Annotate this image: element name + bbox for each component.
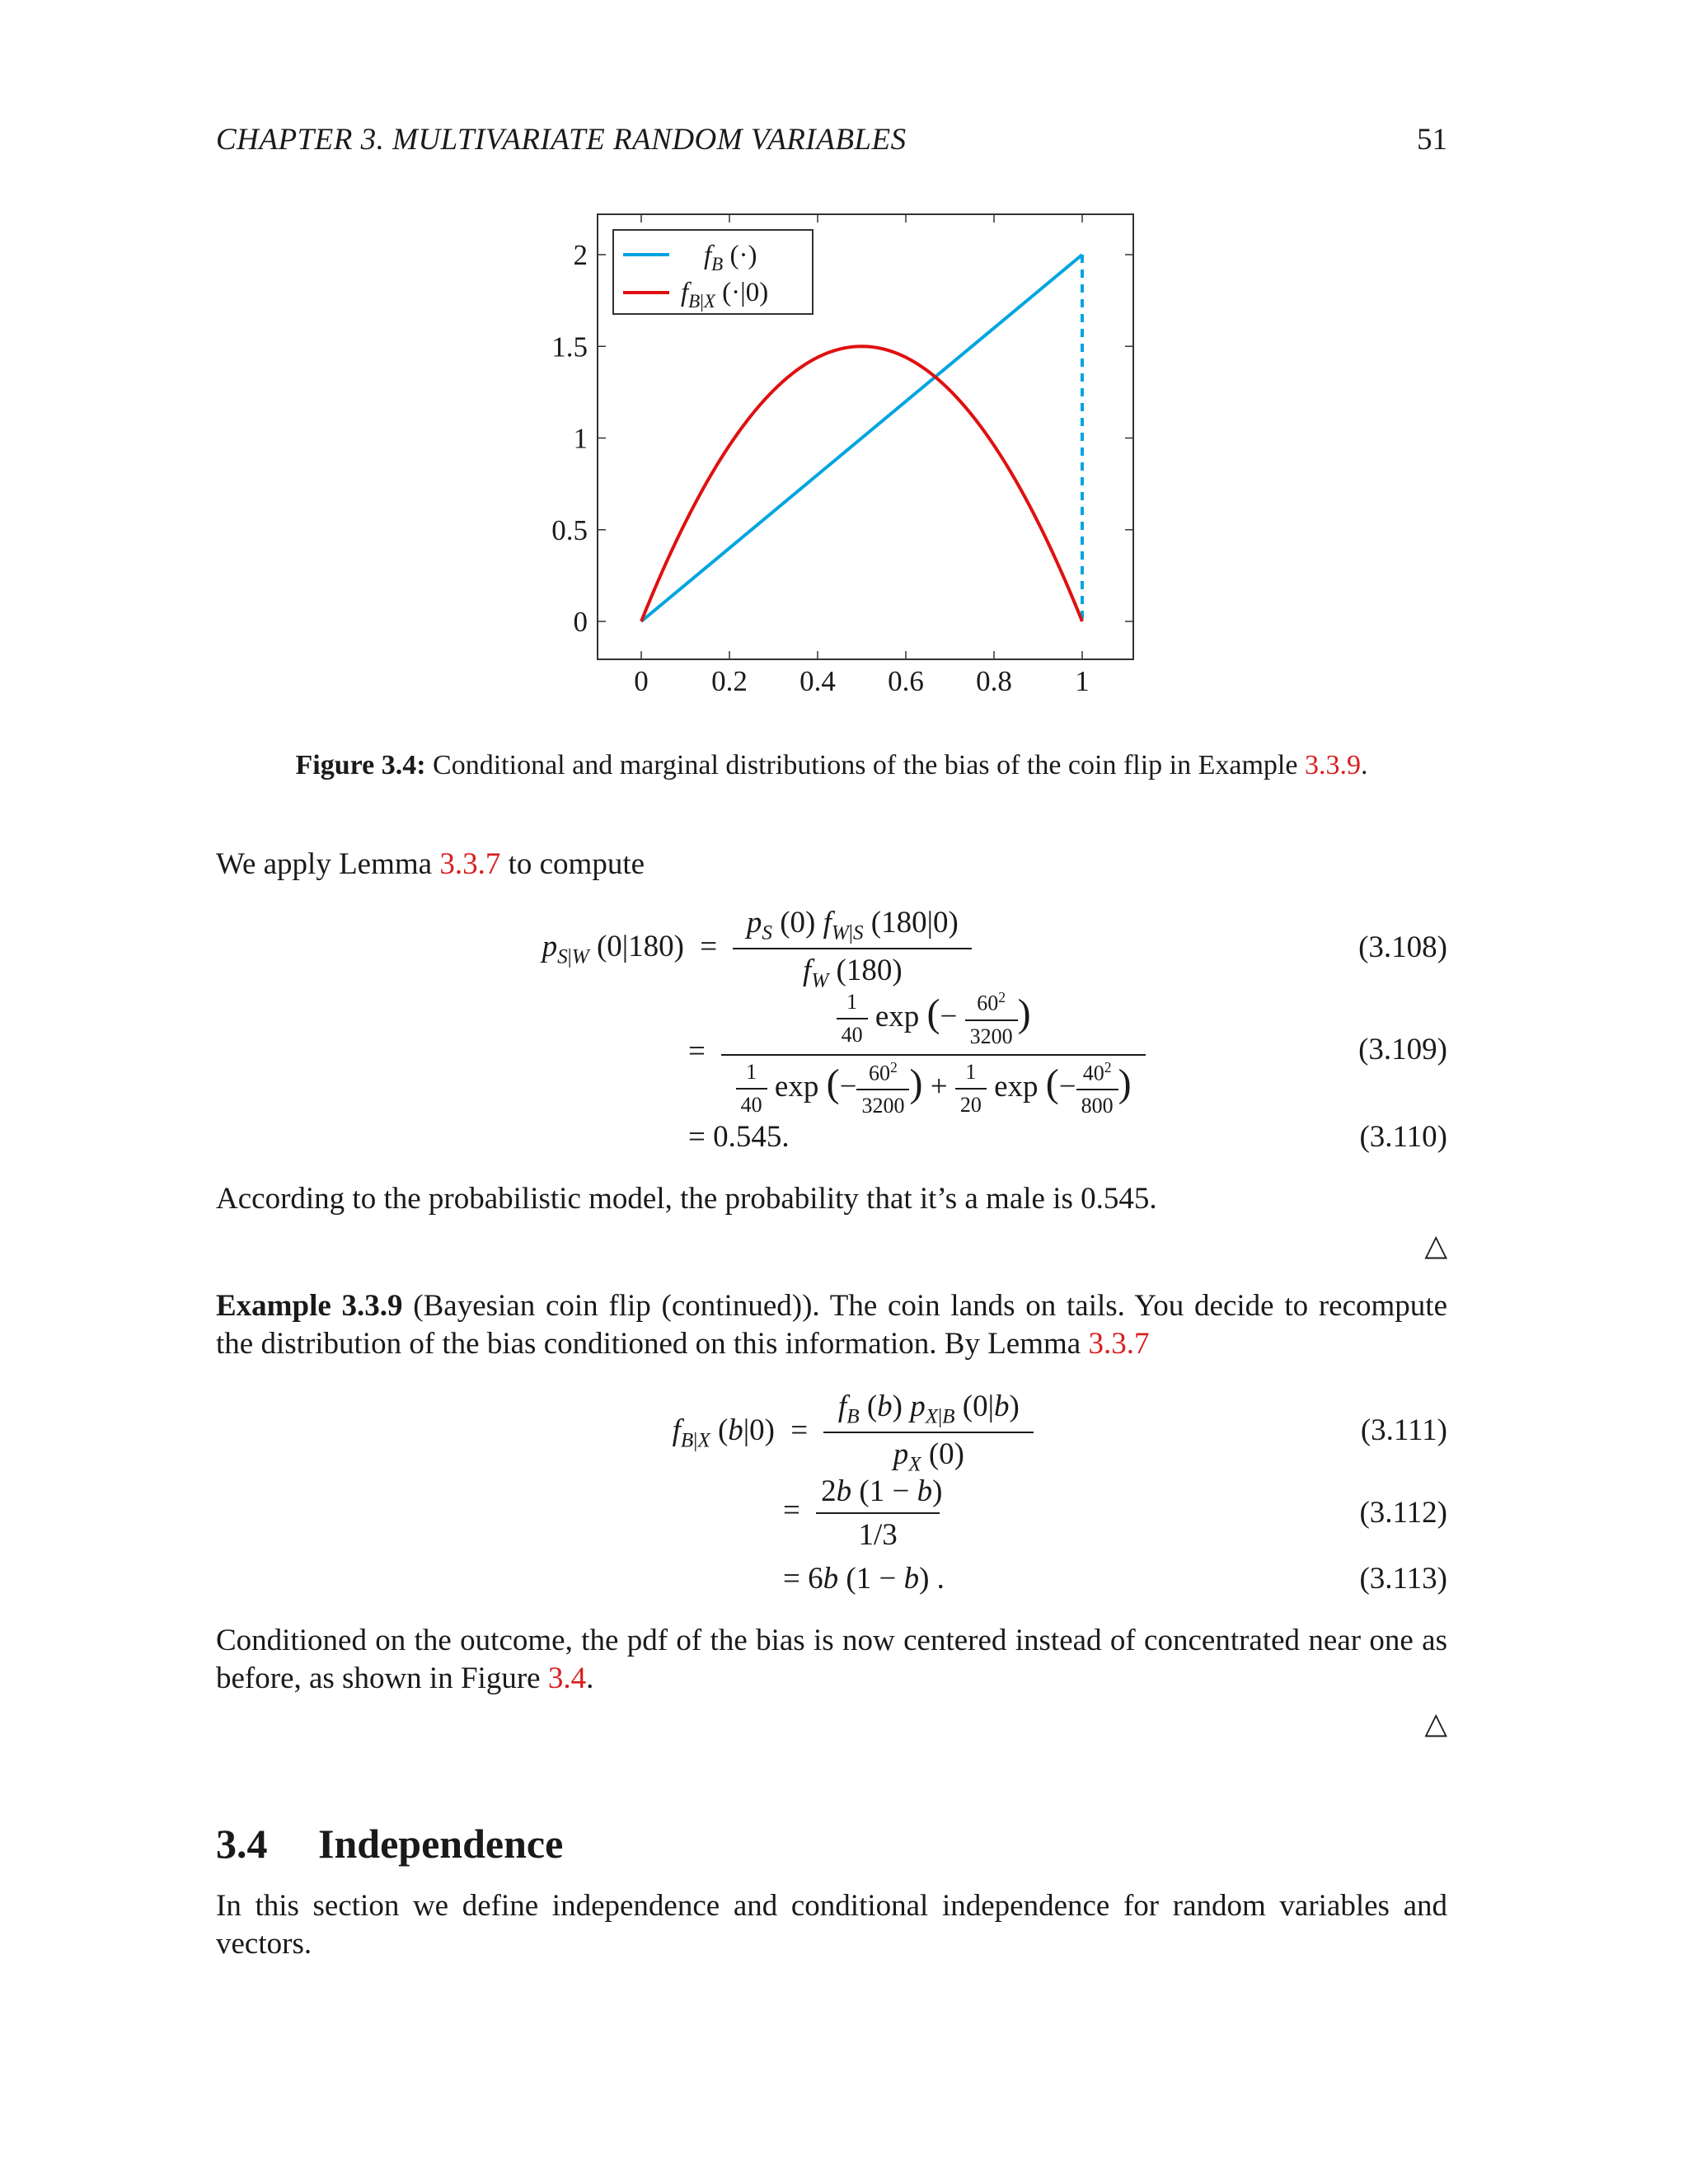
- figure-chart: [528, 210, 1146, 705]
- paragraph-result: According to the probabilistic model, the probability that it’s a male is 0.545.: [216, 1182, 1157, 1216]
- section-number: 3.4: [216, 1821, 268, 1867]
- caption-text: Conditional and marginal distributions of the bias of the coin flip in Example: [425, 750, 1305, 780]
- section-title: Independence: [318, 1821, 564, 1867]
- running-head: CHAPTER 3. MULTIVARIATE RANDOM VARIABLES: [216, 123, 907, 157]
- x-tick-label: 0.4: [799, 665, 836, 697]
- equation-number-3-112: (3.112): [1359, 1496, 1447, 1530]
- lemma-ref-link[interactable]: 3.3.7: [439, 847, 501, 881]
- example-title: Example 3.3.9: [216, 1289, 403, 1323]
- equation-3-110: = 0.545.: [688, 1120, 790, 1154]
- equation-3-109: = $\frac{1}{40}$ exp (− $\frac{60^2}{3200}$ ) $\frac{1}{40}$ exp (− $\frac{60^2}{3200}$ ) + $\frac{1}{20}$ exp (− $\frac{40^2}{800}$ ): [688, 989, 1146, 1118]
- y-tick-label: 0.5: [551, 513, 588, 546]
- equation-number-3-110: (3.110): [1359, 1120, 1447, 1154]
- equation-3-112: = $\frac{2b (1 - b)}{1/3}$: [783, 1474, 943, 1552]
- x-tick-label: 0.2: [711, 665, 748, 697]
- figure-ref-link[interactable]: 3.4: [547, 1661, 587, 1695]
- equation-number-3-108: (3.108): [1358, 930, 1447, 964]
- equation-number-3-113: (3.113): [1359, 1562, 1447, 1596]
- legend-label-fbx: $f_{B|X}$ (·|0): [681, 278, 769, 312]
- end-of-example-marker: △: [1424, 1229, 1447, 1262]
- paragraph-conditioned: [216, 1622, 1447, 1698]
- equation-number-3-111: (3.111): [1360, 1413, 1447, 1447]
- paragraph-lemma: [216, 846, 1447, 883]
- example-lemma-ref-link[interactable]: 3.3.7: [1088, 1327, 1150, 1361]
- example-subtitle: (Bayesian coin flip (continued)).: [402, 1289, 830, 1323]
- section-heading: [216, 1820, 563, 1868]
- y-tick-label: 1.5: [551, 330, 588, 363]
- x-tick-label: 0.6: [888, 665, 924, 697]
- x-tick-label: 1: [1075, 665, 1090, 697]
- para1-post: to compute: [500, 847, 645, 881]
- caption-end: .: [1360, 750, 1368, 780]
- y-tick-label: 0: [573, 606, 588, 638]
- series-line-fbx: [641, 346, 1082, 621]
- para3-pre: Conditioned on the outcome, the pdf of the bias is now centered instead of concentrated near one as before, as shown in Figure: [216, 1624, 1447, 1695]
- example-3-3-9: [216, 1287, 1447, 1363]
- y-tick-label: 2: [573, 239, 588, 271]
- equation-number-3-109: (3.109): [1358, 1033, 1447, 1066]
- equation-3-113: = 6b (1 − b) .: [783, 1562, 945, 1596]
- para3-post: .: [586, 1661, 594, 1695]
- example-text: The coin lands on tails. You decide to recompute the distribution of the bias conditioned on this information. By Lemma: [216, 1289, 1448, 1361]
- para1-pre: We apply Lemma: [216, 847, 440, 881]
- x-tick-label: 0.8: [976, 665, 1012, 697]
- figure-caption: [216, 750, 1447, 781]
- paragraph-independence: In this section we define independence and conditional independence for random variables and vectors.: [216, 1889, 1447, 1961]
- page-number: 51: [1417, 123, 1447, 157]
- equation-3-108: $p_{S|W}$ (0|180) = $\frac{p_S (0) f_{W|S} (180|0)}{f_W (180)}$: [504, 905, 966, 993]
- equation-3-111: $f_{B|X}$ (b|0) = $\frac{f_B (b) p_{X|B} (0|b)}{p_X (0)}$: [643, 1389, 1055, 1477]
- legend-label-fb: $f_B$ (·): [704, 241, 757, 274]
- x-tick-label: 0: [634, 665, 649, 697]
- end-of-example-marker-2: △: [1424, 1707, 1447, 1740]
- y-tick-label: 1: [573, 422, 588, 455]
- caption-label: Figure 3.4:: [295, 750, 426, 780]
- caption-ref-link[interactable]: 3.3.9: [1304, 750, 1361, 780]
